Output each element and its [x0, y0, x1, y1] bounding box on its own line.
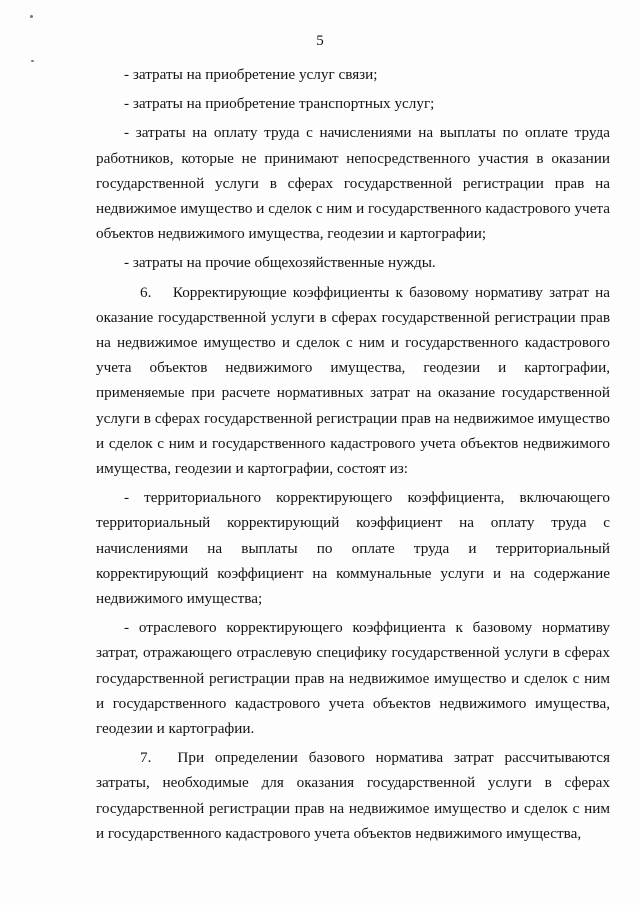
paragraph-transport-costs: - затраты на приобретение транспортных услуг;	[124, 95, 435, 113]
paragraph-item-7: 7. При определении базового норматива затрат рассчитываются затраты, необходимые для оказания государственной услуги в сферах государственной регистрации прав на недвижимое имущество и сделок с ним и государственного кадастрового учета объектов недвижимого имущества,	[96, 749, 610, 842]
document-body	[96, 62, 610, 846]
paragraph-labor-costs: - затраты на оплату труда с начислениями на выплаты по оплате труда работников, которые не принимают непосредственного участия в оказании государственной услуги в сферах государственной регистрации прав на недвижимое имущество и сделок с ним и государственного кадастрового учета объектов недвижимого имущества, геодезии и картографии;	[96, 124, 610, 243]
page-number: 5	[316, 33, 324, 49]
paragraph-communication-costs: - затраты на приобретение услуг связи;	[124, 66, 378, 83]
scan-speck	[31, 60, 34, 62]
paragraph-industry-coefficient: - отраслевого корректирующего коэффициента к базовому нормативу затрат, отражающего отраслевую специфику государственной услуги в сферах государственной регистрации прав на недвижимое имущество и сделок с ним и государственного кадастрового учета объектов недвижимого имущества, геодезии и картографии.	[96, 619, 610, 738]
paragraph-general-costs: - затраты на прочие общехозяйственные нужды.	[124, 254, 436, 272]
paragraph-territorial-coefficient: - территориального корректирующего коэффициента, включающего территориальный корректирующий коэффициент на оплату труда с начислениями на выплаты по оплате труда и территориальный корректирующий коэффициент на коммунальные услуги и на содержание недвижимого имущества;	[96, 489, 610, 608]
scan-speck	[30, 15, 33, 18]
paragraph-item-6: 6. Корректирующие коэффициенты к базовому нормативу затрат на оказание государственной услуги в сферах государственной регистрации прав на недвижимое имущество и сделок с ним и государственного кадастрового учета объектов недвижимого имущества, геодезии и картографии, применяемые при расчете нормативных затрат на оказание государственной услуги в сферах государственной регистрации прав на недвижимое имущество и сделок с ним и государственного кадастрового учета объектов недвижимого имущества, геодезии и картографии, состоят из:	[96, 283, 610, 478]
